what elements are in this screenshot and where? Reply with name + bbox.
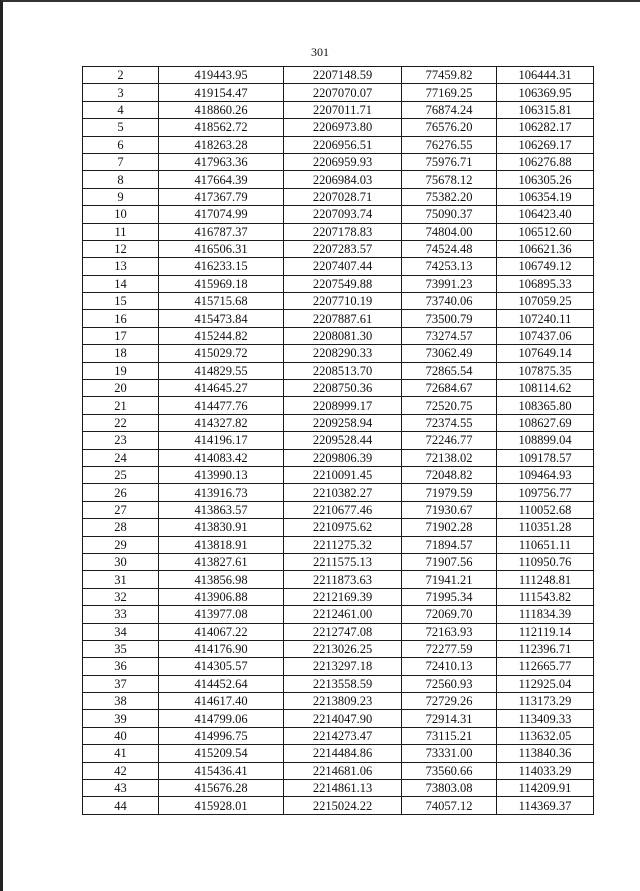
table-row (83, 171, 594, 188)
value-a-cell: 413818.91 (159, 536, 284, 553)
row-number-cell: 30 (83, 553, 159, 570)
coordinate-table (82, 66, 594, 815)
value-d-cell: 107649.14 (497, 345, 594, 362)
table-row (83, 519, 594, 536)
value-b-cell: 2207549.88 (284, 275, 402, 292)
row-number-cell: 12 (83, 240, 159, 257)
value-d-cell: 106444.31 (497, 67, 594, 84)
value-d-cell: 106369.95 (497, 84, 594, 101)
value-d-cell: 110052.68 (497, 501, 594, 518)
value-a-cell: 418263.28 (159, 136, 284, 153)
row-number-cell: 8 (83, 171, 159, 188)
value-b-cell: 2214861.13 (284, 780, 402, 797)
table-row (83, 658, 594, 675)
value-b-cell: 2206973.80 (284, 119, 402, 136)
value-a-cell: 414327.82 (159, 414, 284, 431)
value-a-cell: 419154.47 (159, 84, 284, 101)
value-a-cell: 415029.72 (159, 345, 284, 362)
value-c-cell: 73500.79 (402, 310, 497, 327)
value-d-cell: 106512.60 (497, 223, 594, 240)
value-d-cell: 107240.11 (497, 310, 594, 327)
table-row (83, 223, 594, 240)
value-d-cell: 107875.35 (497, 362, 594, 379)
table-row (83, 710, 594, 727)
row-number-cell: 27 (83, 501, 159, 518)
value-c-cell: 72048.82 (402, 466, 497, 483)
row-number-cell: 20 (83, 380, 159, 397)
value-d-cell: 107059.25 (497, 293, 594, 310)
value-b-cell: 2207093.74 (284, 206, 402, 223)
value-a-cell: 414196.17 (159, 432, 284, 449)
value-d-cell: 108365.80 (497, 397, 594, 414)
row-number-cell: 36 (83, 658, 159, 675)
value-c-cell: 76576.20 (402, 119, 497, 136)
value-c-cell: 73803.08 (402, 780, 497, 797)
value-a-cell: 414617.40 (159, 693, 284, 710)
value-d-cell: 109178.57 (497, 449, 594, 466)
value-a-cell: 414305.57 (159, 658, 284, 675)
table-row (83, 188, 594, 205)
value-a-cell: 413827.61 (159, 553, 284, 570)
row-number-cell: 26 (83, 484, 159, 501)
value-a-cell: 414176.90 (159, 640, 284, 657)
value-c-cell: 71995.34 (402, 588, 497, 605)
row-number-cell: 22 (83, 414, 159, 431)
value-c-cell: 73062.49 (402, 345, 497, 362)
table-body (83, 67, 594, 815)
table-row (83, 536, 594, 553)
value-b-cell: 2213297.18 (284, 658, 402, 675)
value-a-cell: 415436.41 (159, 762, 284, 779)
value-b-cell: 2211873.63 (284, 571, 402, 588)
row-number-cell: 40 (83, 727, 159, 744)
table-row (83, 780, 594, 797)
row-number-cell: 34 (83, 623, 159, 640)
value-b-cell: 2215024.22 (284, 797, 402, 814)
table-row (83, 640, 594, 657)
value-a-cell: 413906.88 (159, 588, 284, 605)
value-b-cell: 2207887.61 (284, 310, 402, 327)
value-c-cell: 76874.24 (402, 101, 497, 118)
value-b-cell: 2209528.44 (284, 432, 402, 449)
value-a-cell: 417664.39 (159, 171, 284, 188)
value-b-cell: 2212747.08 (284, 623, 402, 640)
value-c-cell: 74524.48 (402, 240, 497, 257)
value-c-cell: 71894.57 (402, 536, 497, 553)
value-a-cell: 415969.18 (159, 275, 284, 292)
value-b-cell: 2207070.07 (284, 84, 402, 101)
value-c-cell: 74253.13 (402, 258, 497, 275)
table-row (83, 258, 594, 275)
value-b-cell: 2206984.03 (284, 171, 402, 188)
value-b-cell: 2209806.39 (284, 449, 402, 466)
value-a-cell: 417367.79 (159, 188, 284, 205)
table-row (83, 606, 594, 623)
table-row (83, 380, 594, 397)
value-a-cell: 415676.28 (159, 780, 284, 797)
value-b-cell: 2208999.17 (284, 397, 402, 414)
value-a-cell: 415715.68 (159, 293, 284, 310)
value-d-cell: 113173.29 (497, 693, 594, 710)
value-a-cell: 414083.42 (159, 449, 284, 466)
table-row (83, 693, 594, 710)
row-number-cell: 29 (83, 536, 159, 553)
value-c-cell: 72277.59 (402, 640, 497, 657)
value-d-cell: 106269.17 (497, 136, 594, 153)
value-c-cell: 73991.23 (402, 275, 497, 292)
value-b-cell: 2214484.86 (284, 745, 402, 762)
row-number-cell: 4 (83, 101, 159, 118)
value-c-cell: 74804.00 (402, 223, 497, 240)
value-a-cell: 414799.06 (159, 710, 284, 727)
row-number-cell: 32 (83, 588, 159, 605)
value-b-cell: 2212169.39 (284, 588, 402, 605)
value-a-cell: 415209.54 (159, 745, 284, 762)
table-row (83, 727, 594, 744)
value-a-cell: 416506.31 (159, 240, 284, 257)
table-row (83, 119, 594, 136)
value-c-cell: 77169.25 (402, 84, 497, 101)
value-a-cell: 418860.26 (159, 101, 284, 118)
table-row (83, 571, 594, 588)
table-row (83, 432, 594, 449)
value-d-cell: 106305.26 (497, 171, 594, 188)
value-c-cell: 72520.75 (402, 397, 497, 414)
value-c-cell: 71907.56 (402, 553, 497, 570)
row-number-cell: 35 (83, 640, 159, 657)
value-a-cell: 418562.72 (159, 119, 284, 136)
table-row (83, 397, 594, 414)
value-b-cell: 2206959.93 (284, 153, 402, 170)
row-number-cell: 3 (83, 84, 159, 101)
value-b-cell: 2213809.23 (284, 693, 402, 710)
value-d-cell: 112665.77 (497, 658, 594, 675)
value-c-cell: 72914.31 (402, 710, 497, 727)
table-row (83, 67, 594, 84)
value-d-cell: 114033.29 (497, 762, 594, 779)
row-number-cell: 43 (83, 780, 159, 797)
value-a-cell: 414645.27 (159, 380, 284, 397)
value-a-cell: 414477.76 (159, 397, 284, 414)
row-number-cell: 41 (83, 745, 159, 762)
row-number-cell: 11 (83, 223, 159, 240)
value-d-cell: 114369.37 (497, 797, 594, 814)
row-number-cell: 38 (83, 693, 159, 710)
table-row (83, 153, 594, 170)
value-b-cell: 2209258.94 (284, 414, 402, 431)
value-d-cell: 108627.69 (497, 414, 594, 431)
value-b-cell: 2210091.45 (284, 466, 402, 483)
table-row (83, 745, 594, 762)
row-number-cell: 42 (83, 762, 159, 779)
value-c-cell: 76276.55 (402, 136, 497, 153)
value-c-cell: 75090.37 (402, 206, 497, 223)
row-number-cell: 28 (83, 519, 159, 536)
value-b-cell: 2207407.44 (284, 258, 402, 275)
value-c-cell: 74057.12 (402, 797, 497, 814)
value-d-cell: 112119.14 (497, 623, 594, 640)
value-c-cell: 71902.28 (402, 519, 497, 536)
value-d-cell: 107437.06 (497, 327, 594, 344)
value-b-cell: 2207028.71 (284, 188, 402, 205)
value-c-cell: 72163.93 (402, 623, 497, 640)
row-number-cell: 31 (83, 571, 159, 588)
value-b-cell: 2208513.70 (284, 362, 402, 379)
value-b-cell: 2208290.33 (284, 345, 402, 362)
value-a-cell: 413863.57 (159, 501, 284, 518)
value-b-cell: 2210677.46 (284, 501, 402, 518)
value-d-cell: 108899.04 (497, 432, 594, 449)
row-number-cell: 39 (83, 710, 159, 727)
row-number-cell: 37 (83, 675, 159, 692)
value-b-cell: 2214273.47 (284, 727, 402, 744)
table-row (83, 362, 594, 379)
value-c-cell: 72138.02 (402, 449, 497, 466)
row-number-cell: 13 (83, 258, 159, 275)
value-c-cell: 72069.70 (402, 606, 497, 623)
value-b-cell: 2207283.57 (284, 240, 402, 257)
value-a-cell: 415928.01 (159, 797, 284, 814)
table-row (83, 101, 594, 118)
value-a-cell: 415473.84 (159, 310, 284, 327)
value-d-cell: 109756.77 (497, 484, 594, 501)
table-row (83, 327, 594, 344)
value-c-cell: 72684.67 (402, 380, 497, 397)
table-row (83, 345, 594, 362)
value-d-cell: 110651.11 (497, 536, 594, 553)
row-number-cell: 15 (83, 293, 159, 310)
value-d-cell: 113632.05 (497, 727, 594, 744)
value-b-cell: 2212461.00 (284, 606, 402, 623)
value-d-cell: 113409.33 (497, 710, 594, 727)
value-a-cell: 414829.55 (159, 362, 284, 379)
value-c-cell: 73560.66 (402, 762, 497, 779)
value-a-cell: 414996.75 (159, 727, 284, 744)
value-a-cell: 414067.22 (159, 623, 284, 640)
table-row (83, 84, 594, 101)
table-row (83, 240, 594, 257)
value-a-cell: 413990.13 (159, 466, 284, 483)
value-d-cell: 110351.28 (497, 519, 594, 536)
value-b-cell: 2213558.59 (284, 675, 402, 692)
value-a-cell: 415244.82 (159, 327, 284, 344)
value-d-cell: 106423.40 (497, 206, 594, 223)
row-number-cell: 14 (83, 275, 159, 292)
value-b-cell: 2206956.51 (284, 136, 402, 153)
row-number-cell: 19 (83, 362, 159, 379)
value-b-cell: 2210975.62 (284, 519, 402, 536)
table-row (83, 206, 594, 223)
value-b-cell: 2207011.71 (284, 101, 402, 118)
value-a-cell: 413830.91 (159, 519, 284, 536)
value-c-cell: 77459.82 (402, 67, 497, 84)
table-row (83, 466, 594, 483)
row-number-cell: 6 (83, 136, 159, 153)
value-d-cell: 109464.93 (497, 466, 594, 483)
row-number-cell: 18 (83, 345, 159, 362)
table-row (83, 293, 594, 310)
table-row (83, 501, 594, 518)
value-b-cell: 2207178.83 (284, 223, 402, 240)
value-d-cell: 113840.36 (497, 745, 594, 762)
value-d-cell: 106895.33 (497, 275, 594, 292)
value-c-cell: 72865.54 (402, 362, 497, 379)
value-c-cell: 71979.59 (402, 484, 497, 501)
value-d-cell: 112925.04 (497, 675, 594, 692)
row-number-cell: 5 (83, 119, 159, 136)
value-b-cell: 2210382.27 (284, 484, 402, 501)
value-a-cell: 417074.99 (159, 206, 284, 223)
table-row (83, 588, 594, 605)
value-a-cell: 417963.36 (159, 153, 284, 170)
value-c-cell: 71941.21 (402, 571, 497, 588)
value-b-cell: 2214681.06 (284, 762, 402, 779)
row-number-cell: 9 (83, 188, 159, 205)
value-d-cell: 106354.19 (497, 188, 594, 205)
value-a-cell: 416787.37 (159, 223, 284, 240)
row-number-cell: 2 (83, 67, 159, 84)
value-b-cell: 2211575.13 (284, 553, 402, 570)
value-c-cell: 75382.20 (402, 188, 497, 205)
value-d-cell: 108114.62 (497, 380, 594, 397)
value-b-cell: 2208750.36 (284, 380, 402, 397)
value-d-cell: 106315.81 (497, 101, 594, 118)
value-b-cell: 2207148.59 (284, 67, 402, 84)
row-number-cell: 10 (83, 206, 159, 223)
row-number-cell: 33 (83, 606, 159, 623)
value-a-cell: 416233.15 (159, 258, 284, 275)
row-number-cell: 16 (83, 310, 159, 327)
table-row (83, 310, 594, 327)
value-b-cell: 2214047.90 (284, 710, 402, 727)
row-number-cell: 24 (83, 449, 159, 466)
row-number-cell: 23 (83, 432, 159, 449)
value-a-cell: 413856.98 (159, 571, 284, 588)
table-row (83, 275, 594, 292)
value-d-cell: 112396.71 (497, 640, 594, 657)
table-row (83, 414, 594, 431)
value-a-cell: 413977.08 (159, 606, 284, 623)
table-row (83, 553, 594, 570)
table-row (83, 762, 594, 779)
value-c-cell: 71930.67 (402, 501, 497, 518)
value-a-cell: 413916.73 (159, 484, 284, 501)
value-c-cell: 75976.71 (402, 153, 497, 170)
row-number-cell: 7 (83, 153, 159, 170)
value-b-cell: 2207710.19 (284, 293, 402, 310)
value-c-cell: 75678.12 (402, 171, 497, 188)
value-d-cell: 106282.17 (497, 119, 594, 136)
value-d-cell: 111248.81 (497, 571, 594, 588)
table-row (83, 449, 594, 466)
value-d-cell: 106276.88 (497, 153, 594, 170)
table-row (83, 797, 594, 814)
value-b-cell: 2208081.30 (284, 327, 402, 344)
value-d-cell: 106749.12 (497, 258, 594, 275)
value-c-cell: 72729.26 (402, 693, 497, 710)
row-number-cell: 25 (83, 466, 159, 483)
value-c-cell: 73331.00 (402, 745, 497, 762)
page-number: 301 (311, 45, 329, 59)
value-b-cell: 2211275.32 (284, 536, 402, 553)
value-d-cell: 111834.39 (497, 606, 594, 623)
table-row (83, 623, 594, 640)
value-c-cell: 73274.57 (402, 327, 497, 344)
value-b-cell: 2213026.25 (284, 640, 402, 657)
table-row (83, 136, 594, 153)
table-row (83, 675, 594, 692)
value-c-cell: 72246.77 (402, 432, 497, 449)
row-number-cell: 17 (83, 327, 159, 344)
value-c-cell: 72374.55 (402, 414, 497, 431)
value-d-cell: 106621.36 (497, 240, 594, 257)
value-d-cell: 114209.91 (497, 780, 594, 797)
value-d-cell: 111543.82 (497, 588, 594, 605)
value-c-cell: 73115.21 (402, 727, 497, 744)
row-number-cell: 44 (83, 797, 159, 814)
value-a-cell: 414452.64 (159, 675, 284, 692)
value-c-cell: 73740.06 (402, 293, 497, 310)
row-number-cell: 21 (83, 397, 159, 414)
value-a-cell: 419443.95 (159, 67, 284, 84)
value-c-cell: 72560.93 (402, 675, 497, 692)
value-d-cell: 110950.76 (497, 553, 594, 570)
table-row (83, 484, 594, 501)
value-c-cell: 72410.13 (402, 658, 497, 675)
